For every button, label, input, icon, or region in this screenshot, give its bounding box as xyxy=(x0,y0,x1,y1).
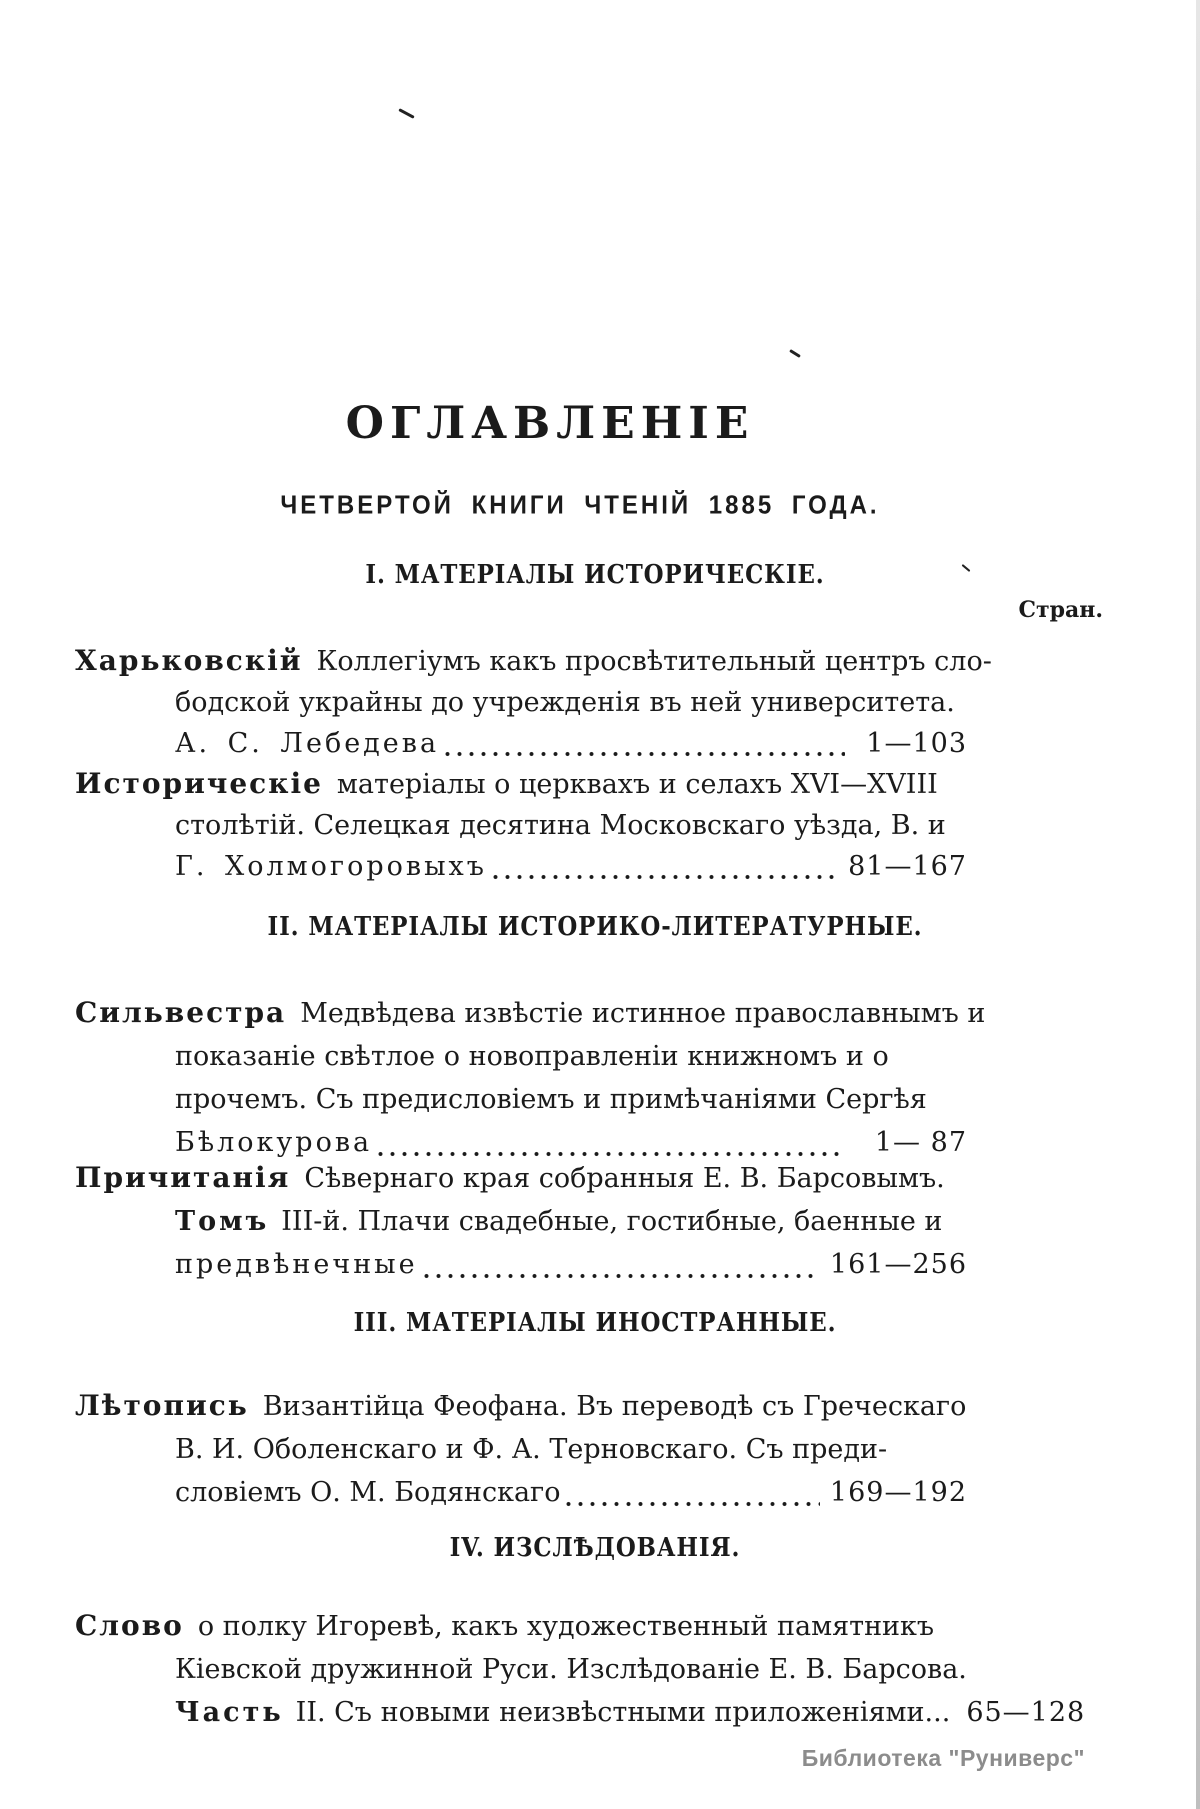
toc-line xyxy=(75,640,992,682)
page-range: 169—192 xyxy=(829,1477,967,1508)
page-edge-shadow xyxy=(1196,0,1200,1809)
entry-lead-word: Историческіе xyxy=(75,767,323,800)
toc-line: В. И. Оболенскаго и Ф. А. Терновскаго. Съ преди- xyxy=(175,1434,888,1465)
toc-line xyxy=(75,1200,967,1243)
entry-text: III-й. Плачи свадебные, гостибные, баенные и xyxy=(281,1206,943,1237)
library-watermark: Библиотека "Руниверс" xyxy=(801,1745,1085,1771)
entry-lead-word: Причитанія xyxy=(75,1161,291,1194)
entry-text: словіемъ О. М. Бодянскаго xyxy=(175,1477,561,1508)
toc-line xyxy=(75,1471,967,1514)
toc-entry xyxy=(75,1384,967,1514)
entry-author: Г. Холмогоровыхъ xyxy=(175,851,487,882)
toc-line: столѣтій. Селецкая десятина Московскаго уѣзда, В. и xyxy=(175,810,946,841)
toc-line xyxy=(75,1691,1086,1734)
entry-text: о полку Игоревѣ, какъ художественный памятникъ xyxy=(197,1611,935,1642)
toc-line xyxy=(75,1156,967,1200)
entry-author: Бѣлокурова xyxy=(175,1127,373,1158)
page-title: ОГЛАВЛЕНІЕ xyxy=(345,398,755,449)
entry-text: матеріалы о церквахъ и селахъ XVI—XVIII xyxy=(336,769,938,800)
toc-line xyxy=(75,1384,967,1428)
page-range: 1— 87 xyxy=(874,1127,967,1158)
section-heading-1: I. МАТЕРІАЛЫ ИСТОРИЧЕСКІЕ. xyxy=(365,560,825,590)
page-range: 161—256 xyxy=(829,1249,967,1280)
toc-line: показаніе свѣтлое о новоправленіи книжномъ и о xyxy=(175,1041,889,1072)
scan-artifact xyxy=(789,349,801,358)
toc-line: Кіевской дружинной Руси. Изслѣдованіе Е. В. Барсова. xyxy=(175,1654,967,1685)
toc-line xyxy=(75,723,967,764)
toc-line xyxy=(75,1604,967,1648)
dot-leader xyxy=(566,1501,819,1507)
entry-text: II. Съ новыми неизвѣстными приложеніями... xyxy=(295,1697,951,1728)
toc-entry xyxy=(75,991,986,1164)
entry-author: А. С. Лебедева xyxy=(175,728,440,759)
entry-text: предвѣнечные xyxy=(175,1249,418,1280)
entry-lead-word: Харьковскій xyxy=(75,644,303,677)
dot-leader xyxy=(424,1273,820,1279)
scan-artifact xyxy=(398,108,414,119)
page-range: 1—103 xyxy=(866,728,967,759)
dot-leader xyxy=(445,751,845,757)
toc-line xyxy=(75,1243,967,1286)
entry-lead-word: Сильвестра xyxy=(75,996,287,1029)
toc-line xyxy=(75,763,967,805)
toc-line: бодской украйны до учрежденія въ ней университета. xyxy=(175,687,955,718)
toc-entry xyxy=(75,1156,967,1286)
pages-column-header: Стран. xyxy=(1018,597,1103,623)
toc-entry xyxy=(75,1604,1086,1734)
toc-line xyxy=(75,991,986,1035)
page-range: 81—167 xyxy=(848,851,967,882)
toc-entry xyxy=(75,763,967,887)
toc-line: прочемъ. Съ предисловіемъ и примѣчаніями Сергѣя xyxy=(175,1084,927,1115)
section-heading-4: IV. ИЗСЛѢДОВАНІЯ. xyxy=(449,1533,741,1563)
entry-text: Медвѣдева извѣстіе истинное православнымъ и xyxy=(300,998,986,1029)
entry-text: Коллегіумъ какъ просвѣтительный центръ сло- xyxy=(316,646,992,677)
entry-lead-word: Лѣтопись xyxy=(75,1389,249,1422)
entry-text: Сѣвернаго края собранныя Е. В. Барсовымъ. xyxy=(304,1163,945,1194)
section-heading-3: III. МАТЕРІАЛЫ ИНОСТРАННЫЕ. xyxy=(353,1308,837,1338)
entry-lead-word: Слово xyxy=(75,1609,184,1642)
page-range: 65—128 xyxy=(966,1697,1086,1728)
entry-sub-lead: Часть xyxy=(175,1697,284,1728)
section-heading-2: II. МАТЕРІАЛЫ ИСТОРИКО-ЛИТЕРАТУРНЫЕ. xyxy=(267,912,923,942)
entry-sub-lead: Томъ xyxy=(175,1206,270,1237)
toc-entry xyxy=(75,640,992,764)
entry-text: Византійца Феофана. Въ переводѣ съ Греческаго xyxy=(262,1391,967,1422)
toc-line xyxy=(75,846,967,887)
page-subtitle: ЧЕТВЕРТОЙ КНИГИ ЧТЕНІЙ 1885 ГОДА. xyxy=(280,490,880,521)
dot-leader xyxy=(493,874,838,880)
